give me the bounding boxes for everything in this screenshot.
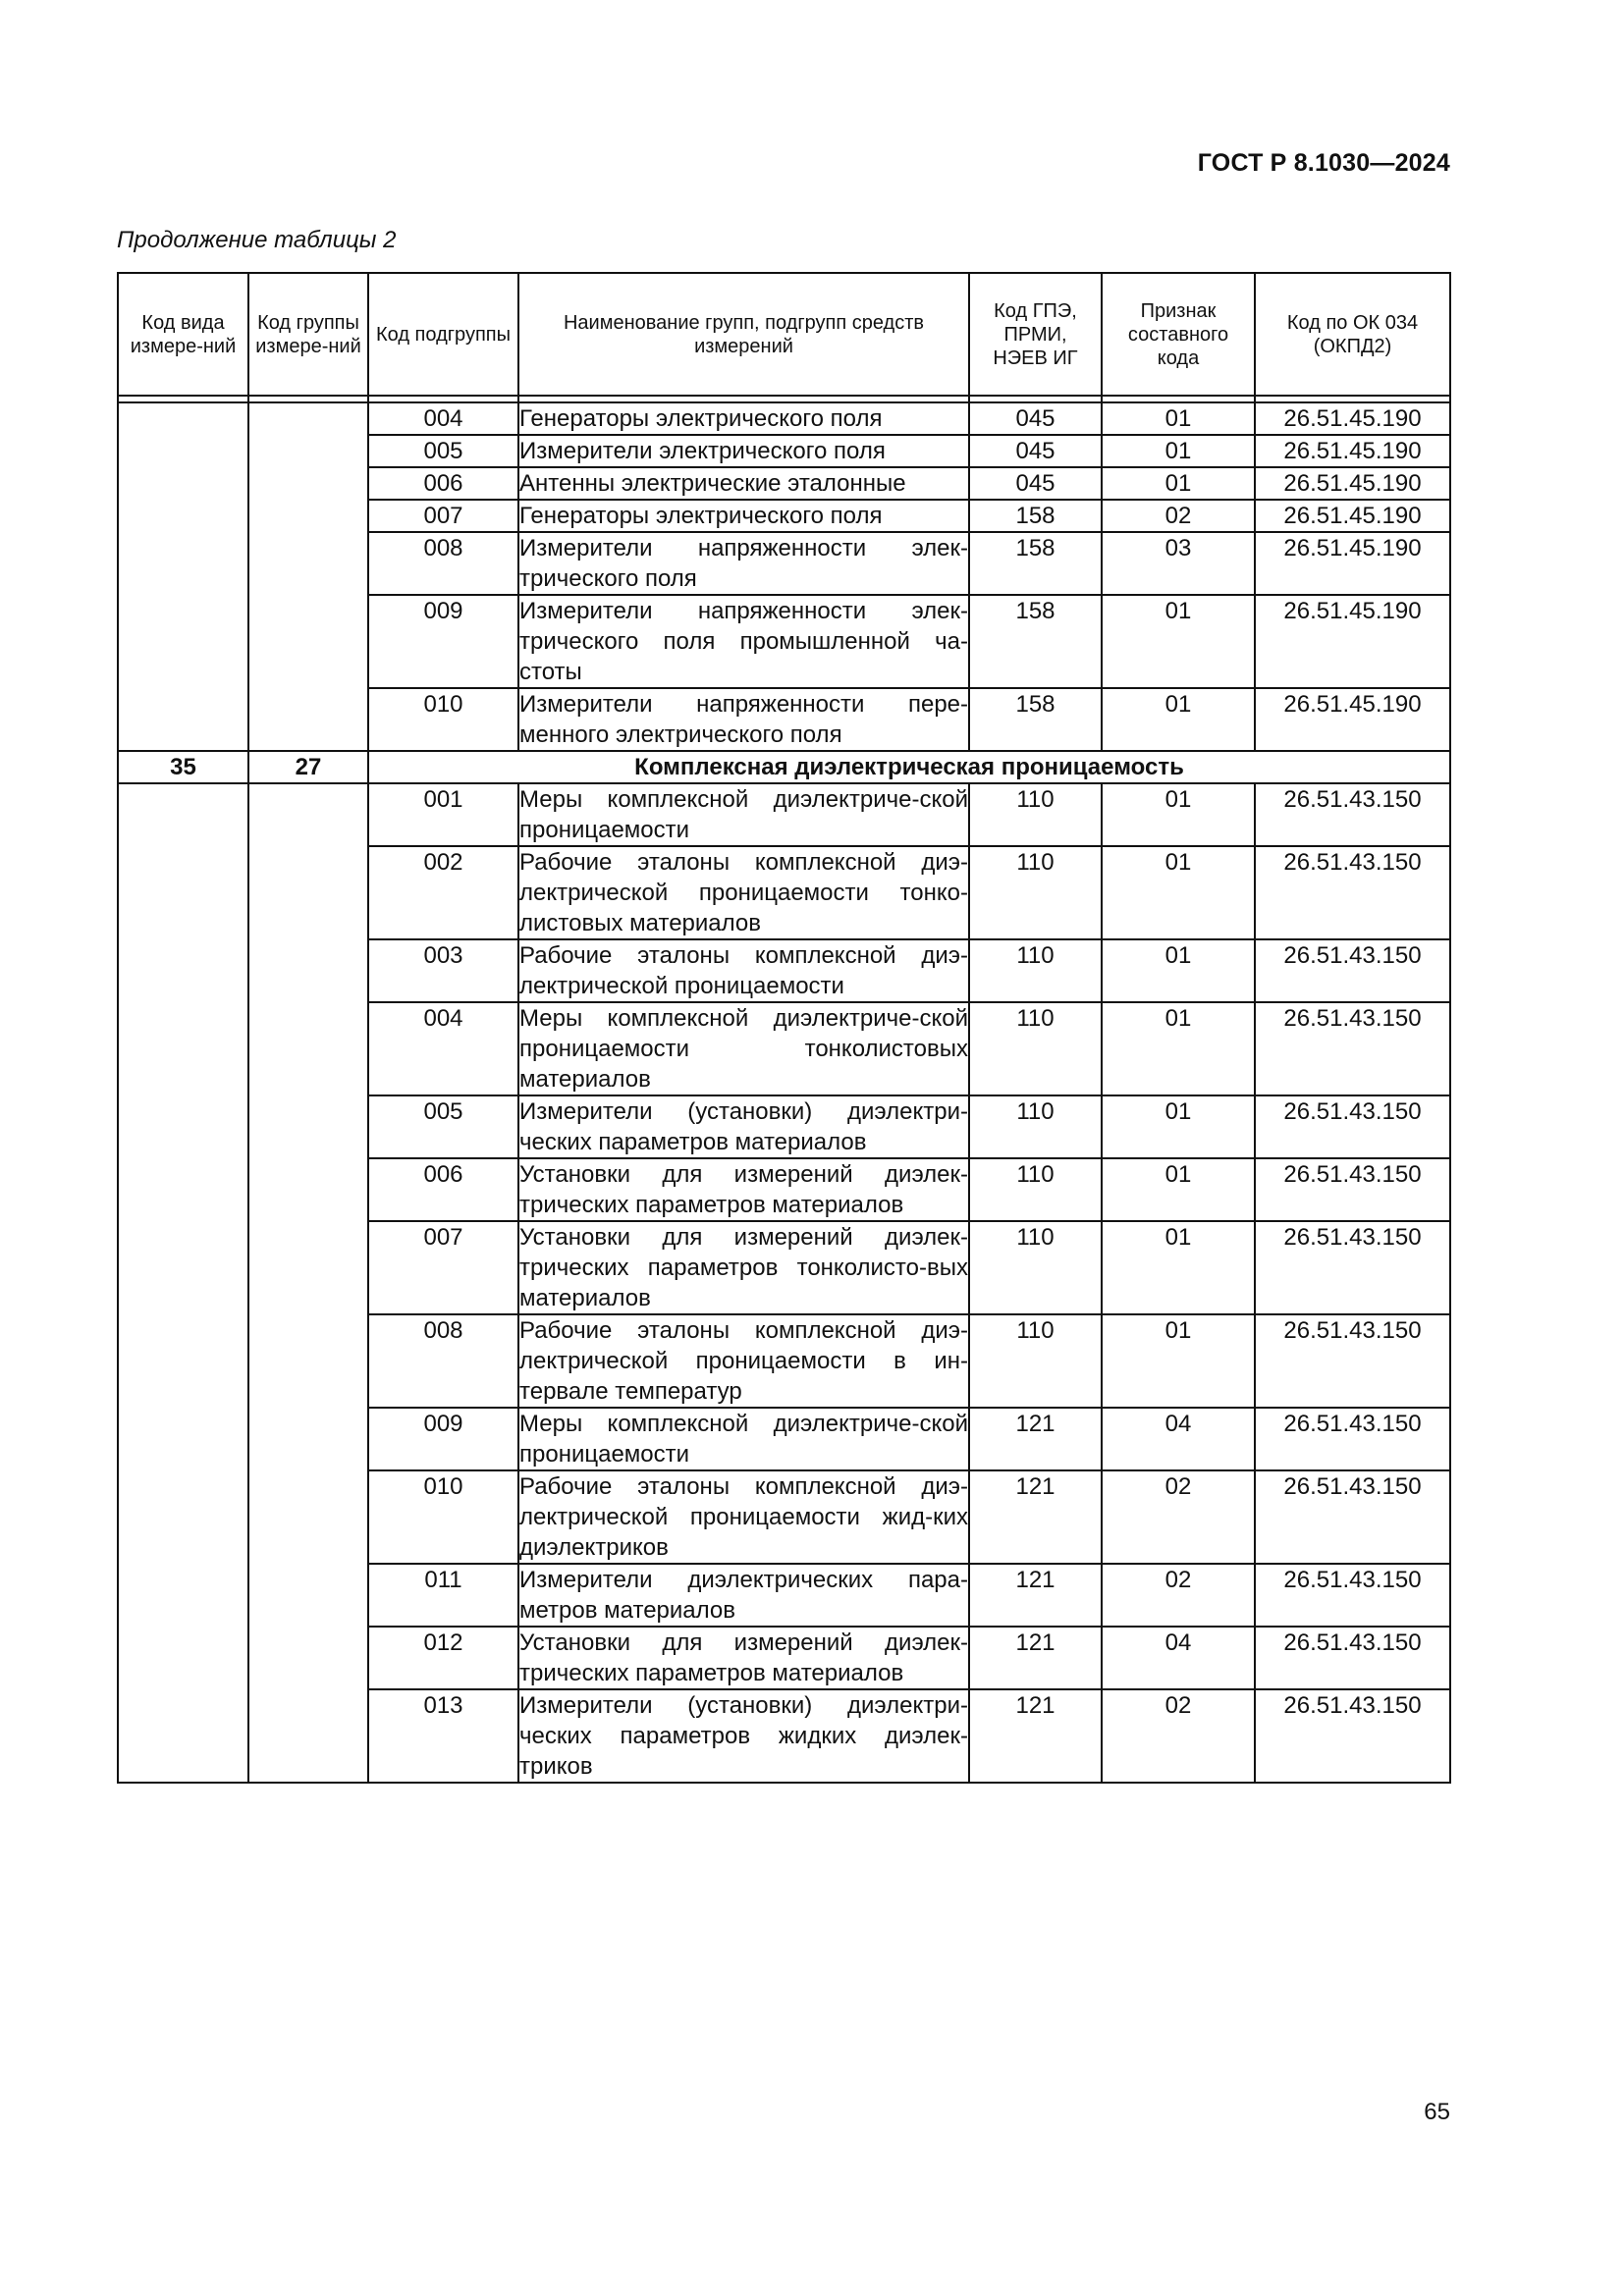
subgroup-code: 008 bbox=[368, 532, 518, 595]
gpe-code: 121 bbox=[969, 1689, 1102, 1783]
group-kind-code: 35 bbox=[118, 751, 248, 783]
subgroup-code: 009 bbox=[368, 1408, 518, 1470]
composite-flag: 01 bbox=[1102, 595, 1255, 688]
table-header-row bbox=[118, 273, 1450, 396]
subgroup-name: Рабочие эталоны комплексной диэ-лектрической проницаемости bbox=[518, 939, 969, 1002]
composite-flag: 01 bbox=[1102, 1221, 1255, 1314]
composite-flag: 01 bbox=[1102, 1314, 1255, 1408]
subgroup-name: Меры комплексной диэлектриче-ской проницаемости bbox=[518, 783, 969, 846]
kind-code-blank bbox=[118, 783, 248, 1783]
subgroup-code: 011 bbox=[368, 1564, 518, 1627]
subgroup-name: Установки для измерений диэлек-трических параметров материалов bbox=[518, 1158, 969, 1221]
header-group-code: Код группы измере-ний bbox=[248, 273, 368, 396]
subgroup-name: Измерители напряженности элек-трического поля промышленной ча-стоты bbox=[518, 595, 969, 688]
okpd-code: 26.51.43.150 bbox=[1255, 1564, 1450, 1627]
subgroup-code: 010 bbox=[368, 688, 518, 751]
composite-flag: 04 bbox=[1102, 1408, 1255, 1470]
subgroup-name: Меры комплексной диэлектриче-ской проницаемости тонколистовых материалов bbox=[518, 1002, 969, 1095]
okpd-code: 26.51.43.150 bbox=[1255, 1627, 1450, 1689]
okpd-code: 26.51.45.190 bbox=[1255, 435, 1450, 467]
subgroup-code: 007 bbox=[368, 1221, 518, 1314]
composite-flag: 02 bbox=[1102, 1689, 1255, 1783]
subgroup-name: Меры комплексной диэлектриче-ской проницаемости bbox=[518, 1408, 969, 1470]
composite-flag: 01 bbox=[1102, 402, 1255, 435]
gpe-code: 158 bbox=[969, 500, 1102, 532]
group-row bbox=[118, 751, 1450, 783]
composite-flag: 01 bbox=[1102, 435, 1255, 467]
composite-flag: 01 bbox=[1102, 846, 1255, 939]
subgroup-name: Измерители напряженности пере-менного электрического поля bbox=[518, 688, 969, 751]
okpd-code: 26.51.43.150 bbox=[1255, 939, 1450, 1002]
gpe-code: 045 bbox=[969, 435, 1102, 467]
okpd-code: 26.51.43.150 bbox=[1255, 1158, 1450, 1221]
group-code-blank bbox=[248, 402, 368, 751]
okpd-code: 26.51.43.150 bbox=[1255, 1470, 1450, 1564]
okpd-code: 26.51.45.190 bbox=[1255, 402, 1450, 435]
header-gpe-code: Код ГПЭ, ПРМИ, НЭЕВ ИГ bbox=[969, 273, 1102, 396]
gpe-code: 121 bbox=[969, 1627, 1102, 1689]
composite-flag: 03 bbox=[1102, 532, 1255, 595]
subgroup-code: 008 bbox=[368, 1314, 518, 1408]
header-name: Наименование групп, подгрупп средств измерений bbox=[518, 273, 969, 396]
okpd-code: 26.51.43.150 bbox=[1255, 1095, 1450, 1158]
gpe-code: 110 bbox=[969, 939, 1102, 1002]
okpd-code: 26.51.43.150 bbox=[1255, 1408, 1450, 1470]
subgroup-code: 003 bbox=[368, 939, 518, 1002]
gpe-code: 045 bbox=[969, 467, 1102, 500]
subgroup-code: 009 bbox=[368, 595, 518, 688]
gpe-code: 110 bbox=[969, 1221, 1102, 1314]
table-bottom bbox=[118, 1783, 1450, 1784]
composite-flag: 01 bbox=[1102, 783, 1255, 846]
subgroup-code: 004 bbox=[368, 402, 518, 435]
subgroup-code: 007 bbox=[368, 500, 518, 532]
subgroup-name: Измерители электрического поля bbox=[518, 435, 969, 467]
okpd-code: 26.51.45.190 bbox=[1255, 688, 1450, 751]
composite-flag: 02 bbox=[1102, 500, 1255, 532]
gpe-code: 158 bbox=[969, 532, 1102, 595]
subgroup-code: 001 bbox=[368, 783, 518, 846]
gpe-code: 110 bbox=[969, 1002, 1102, 1095]
subgroup-name: Рабочие эталоны комплексной диэ-лектрической проницаемости жид-ких диэлектриков bbox=[518, 1470, 969, 1564]
header-composite-flag: Признак составного кода bbox=[1102, 273, 1255, 396]
okpd-code: 26.51.43.150 bbox=[1255, 846, 1450, 939]
composite-flag: 01 bbox=[1102, 939, 1255, 1002]
okpd-code: 26.51.43.150 bbox=[1255, 1221, 1450, 1314]
gpe-code: 158 bbox=[969, 595, 1102, 688]
subgroup-name: Генераторы электрического поля bbox=[518, 402, 969, 435]
okpd-code: 26.51.43.150 bbox=[1255, 1002, 1450, 1095]
composite-flag: 01 bbox=[1102, 1002, 1255, 1095]
subgroup-code: 012 bbox=[368, 1627, 518, 1689]
composite-flag: 01 bbox=[1102, 1158, 1255, 1221]
subgroup-code: 013 bbox=[368, 1689, 518, 1783]
subgroup-name: Измерители (установки) диэлектри-ческих параметров материалов bbox=[518, 1095, 969, 1158]
classification-table bbox=[117, 272, 1451, 1784]
gpe-code: 158 bbox=[969, 688, 1102, 751]
gpe-code: 121 bbox=[969, 1470, 1102, 1564]
gpe-code: 110 bbox=[969, 1158, 1102, 1221]
table-row bbox=[118, 783, 1450, 846]
subgroup-code: 006 bbox=[368, 467, 518, 500]
table-caption: Продолжение таблицы 2 bbox=[117, 227, 397, 253]
subgroup-name: Антенны электрические эталонные bbox=[518, 467, 969, 500]
gpe-code: 045 bbox=[969, 402, 1102, 435]
subgroup-code: 002 bbox=[368, 846, 518, 939]
kind-code-blank bbox=[118, 402, 248, 751]
composite-flag: 01 bbox=[1102, 1095, 1255, 1158]
okpd-code: 26.51.45.190 bbox=[1255, 500, 1450, 532]
gpe-code: 110 bbox=[969, 846, 1102, 939]
header-okpd-code: Код по ОК 034 (ОКПД2) bbox=[1255, 273, 1450, 396]
composite-flag: 02 bbox=[1102, 1470, 1255, 1564]
header-kind-code: Код вида измере-ний bbox=[118, 273, 248, 396]
group-code: 27 bbox=[248, 751, 368, 783]
table-row bbox=[118, 402, 1450, 435]
gpe-code: 121 bbox=[969, 1408, 1102, 1470]
group-title: Комплексная диэлектрическая проницаемость bbox=[368, 751, 1450, 783]
subgroup-code: 010 bbox=[368, 1470, 518, 1564]
composite-flag: 01 bbox=[1102, 467, 1255, 500]
gpe-code: 110 bbox=[969, 1095, 1102, 1158]
composite-flag: 02 bbox=[1102, 1564, 1255, 1627]
gpe-code: 121 bbox=[969, 1564, 1102, 1627]
subgroup-name: Рабочие эталоны комплексной диэ-лектрической проницаемости в ин-тервале температур bbox=[518, 1314, 969, 1408]
document-code: ГОСТ Р 8.1030—2024 bbox=[1197, 149, 1450, 177]
okpd-code: 26.51.43.150 bbox=[1255, 1314, 1450, 1408]
subgroup-name: Измерители (установки) диэлектри-ческих параметров жидких диэлек-триков bbox=[518, 1689, 969, 1783]
group-code-blank bbox=[248, 783, 368, 1783]
subgroup-code: 005 bbox=[368, 1095, 518, 1158]
subgroup-name: Генераторы электрического поля bbox=[518, 500, 969, 532]
subgroup-code: 004 bbox=[368, 1002, 518, 1095]
page-number: 65 bbox=[1424, 2099, 1450, 2125]
composite-flag: 04 bbox=[1102, 1627, 1255, 1689]
composite-flag: 01 bbox=[1102, 688, 1255, 751]
header-subgroup-code: Код подгруппы bbox=[368, 273, 518, 396]
subgroup-code: 006 bbox=[368, 1158, 518, 1221]
subgroup-name: Измерители напряженности элек-трического поля bbox=[518, 532, 969, 595]
okpd-code: 26.51.43.150 bbox=[1255, 1689, 1450, 1783]
subgroup-name: Установки для измерений диэлек-трических параметров тонколисто-вых материалов bbox=[518, 1221, 969, 1314]
header-separator bbox=[118, 396, 1450, 402]
gpe-code: 110 bbox=[969, 783, 1102, 846]
okpd-code: 26.51.45.190 bbox=[1255, 595, 1450, 688]
subgroup-name: Установки для измерений диэлек-трических параметров материалов bbox=[518, 1627, 969, 1689]
subgroup-code: 005 bbox=[368, 435, 518, 467]
okpd-code: 26.51.43.150 bbox=[1255, 783, 1450, 846]
okpd-code: 26.51.45.190 bbox=[1255, 532, 1450, 595]
subgroup-name: Измерители диэлектрических пара-метров материалов bbox=[518, 1564, 969, 1627]
subgroup-name: Рабочие эталоны комплексной диэ-лектрической проницаемости тонко-листовых материалов bbox=[518, 846, 969, 939]
gpe-code: 110 bbox=[969, 1314, 1102, 1408]
okpd-code: 26.51.45.190 bbox=[1255, 467, 1450, 500]
